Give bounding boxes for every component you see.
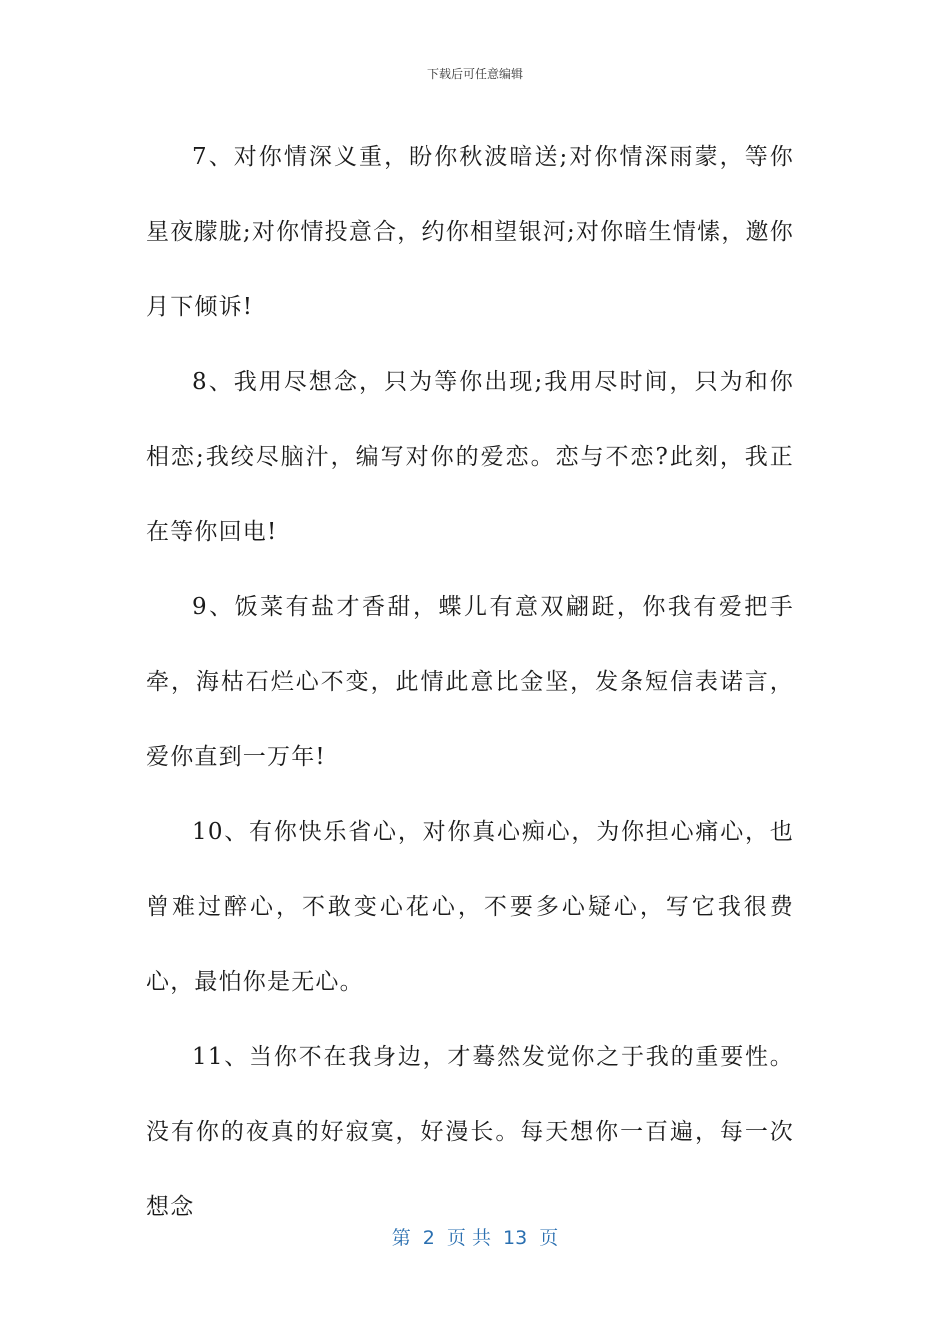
page-header-note: 下载后可任意编辑: [426, 67, 523, 81]
paragraph-9: 9、饭菜有盐才香甜，蝶儿有意双翩跹，你我有爱把手牵，海枯石烂心不变，此情此意比金坚，发条短信表诺言，爱你直到一万年!: [146, 594, 794, 770]
paragraph-7: 7、对你情深义重，盼你秋波暗送;对你情深雨蒙，等你星夜朦胧;对你情投意合，约你相望银河;对你暗生情愫，邀你月下倾诉!: [146, 144, 794, 320]
page-number-footer: 第 2 页 共 13 页: [391, 1227, 559, 1249]
paragraph-10: 10、有你快乐省心，对你真心痴心，为你担心痛心，也曾难过醉心，不敢变心花心，不要多心疑心，写它我很费心，最怕你是无心。: [146, 819, 794, 995]
document-body: [146, 120, 794, 1245]
paragraph-8: 8、我用尽想念，只为等你出现;我用尽时间，只为和你相恋;我绞尽脑汁，编写对你的爱恋。恋与不恋?此刻，我正在等你回电!: [146, 369, 794, 545]
paragraph-11: 11、当你不在我身边，才蓦然发觉你之于我的重要性。没有你的夜真的好寂寞，好漫长。每天想你一百遍，每一次想念: [146, 1044, 794, 1220]
